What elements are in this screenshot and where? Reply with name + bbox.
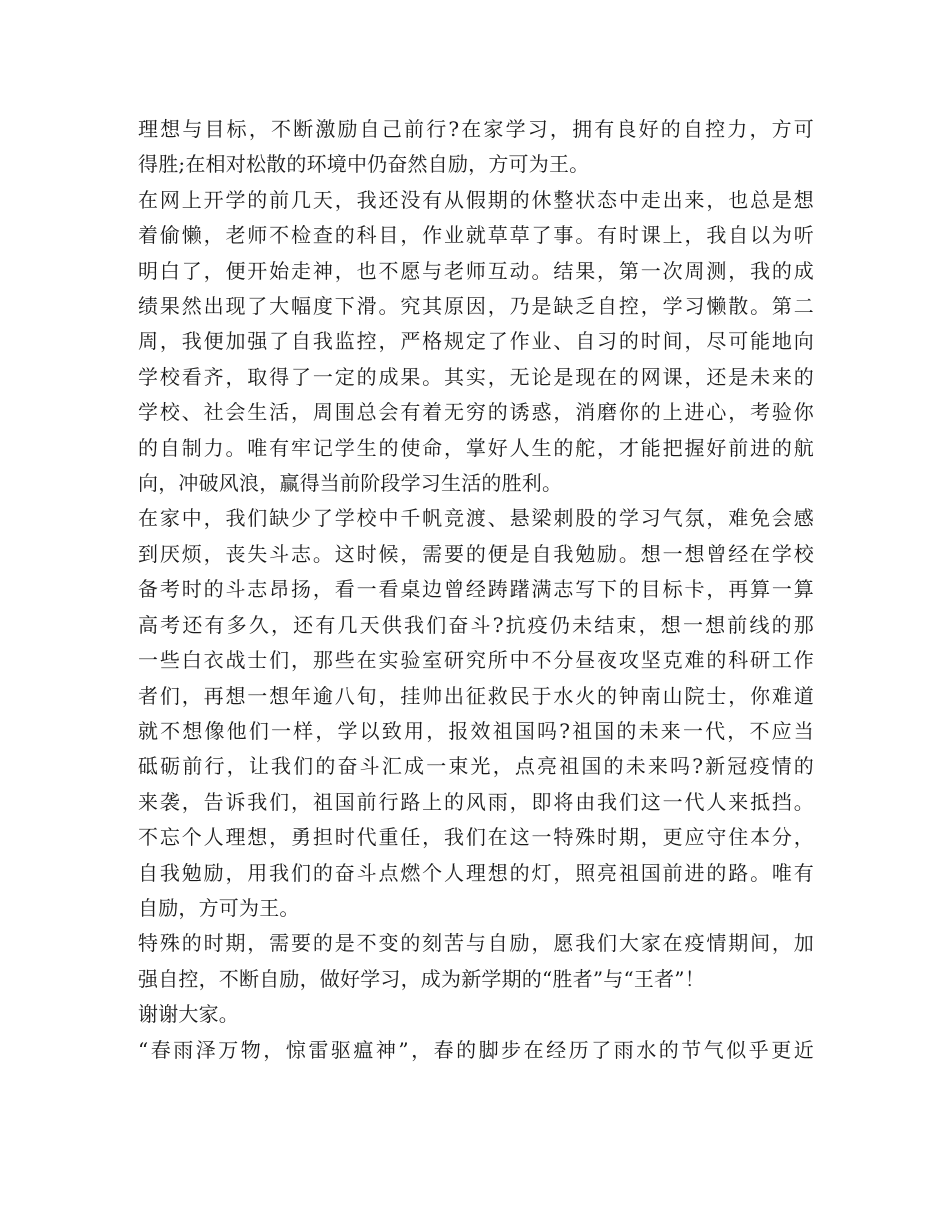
text-line: 特殊的时期，需要的是不变的刻苦与自励，愿我们大家在疫情期间，加 (138, 931, 814, 956)
text-line: 到厌烦，丧失斗志。这时候，需要的便是自我勉励。想一想曾经在学校 (138, 541, 814, 566)
text-line: 高考还有多久，还有几天供我们奋斗?抗疫仍未结束，想一想前线的那 (138, 612, 814, 637)
text-line: 者们，再想一想年逾八旬，挂帅出征救民于水火的钟南山院士，你难道 (138, 683, 814, 708)
text-line: 来袭，告诉我们，祖国前行路上的风雨，即将由我们这一代人来抵挡。 (138, 789, 814, 814)
text-line: 的自制力。唯有牢记学生的使命，掌好人生的舵，才能把握好前进的航 (138, 435, 814, 460)
paragraph-6 (138, 997, 814, 1032)
document-page (138, 112, 814, 1068)
text-line: 就不想像他们一样，学以致用，报效祖国吗?祖国的未来一代，不应当 (138, 718, 814, 743)
paragraph-7 (138, 1033, 814, 1068)
text-line: 着偷懒，老师不检查的科目，作业就草草了事。有时课上，我自以为听 (138, 223, 814, 248)
text-line: 自我勉励，用我们的奋斗点燃个人理想的灯，照亮祖国前进的路。唯有 (138, 860, 814, 885)
text-line: 明白了，便开始走神，也不愿与老师互动。结果，第一次周测，我的成 (138, 258, 814, 283)
text-line: 周，我便加强了自我监控，严格规定了作业、自习的时间，尽可能地向 (138, 329, 814, 354)
text-line: 一些白衣战士们，那些在实验室研究所中不分昼夜攻坚克难的科研工作 (138, 648, 814, 673)
text-line: 向，冲破风浪，赢得当前阶段学习生活的胜利。 (138, 471, 563, 496)
paragraph-1 (138, 112, 814, 183)
text-line: 得胜;在相对松散的环境中仍奋然自励，方可为王。 (138, 152, 590, 177)
text-line: 不忘个人理想，勇担时代重任，我们在这一特殊时期，更应守住本分， (138, 825, 814, 850)
text-line: 绩果然出现了大幅度下滑。究其原因，乃是缺乏自控，学习懒散。第二 (138, 294, 814, 319)
paragraph-3 (138, 501, 814, 820)
paragraph-5 (138, 926, 814, 997)
text-line: 强自控，不断自励，做好学习，成为新学期的“胜者”与“王者”！ (138, 966, 705, 991)
text-line: 在网上开学的前几天，我还没有从假期的休整状态中走出来，也总是想 (138, 187, 814, 212)
text-line: 学校、社会生活，周围总会有着无穷的诱惑，消磨你的上进心，考验你 (138, 400, 814, 425)
text-line: 备考时的斗志昂扬，看一看桌边曾经踌躇满志写下的目标卡，再算一算 (138, 577, 814, 602)
text-line: 理想与目标，不断激励自己前行?在家学习，拥有良好的自控力，方可 (138, 117, 814, 141)
text-line: 自励，方可为王。 (138, 895, 300, 920)
paragraph-2 (138, 183, 814, 502)
paragraph-4 (138, 820, 814, 926)
text-line: 学校看齐，取得了一定的成果。其实，无论是现在的网课，还是未来的 (138, 364, 814, 389)
text-line: 在家中，我们缺少了学校中千帆竞渡、悬梁刺股的学习气氛，难免会感 (138, 506, 814, 531)
text-line: “春雨泽万物，惊雷驱瘟神”，春的脚步在经历了雨水的节气似乎更近 (138, 1037, 814, 1062)
text-line: 谢谢大家。 (138, 1002, 239, 1027)
text-line: 砥砺前行，让我们的奋斗汇成一束光，点亮祖国的未来吗?新冠疫情的 (138, 754, 814, 779)
